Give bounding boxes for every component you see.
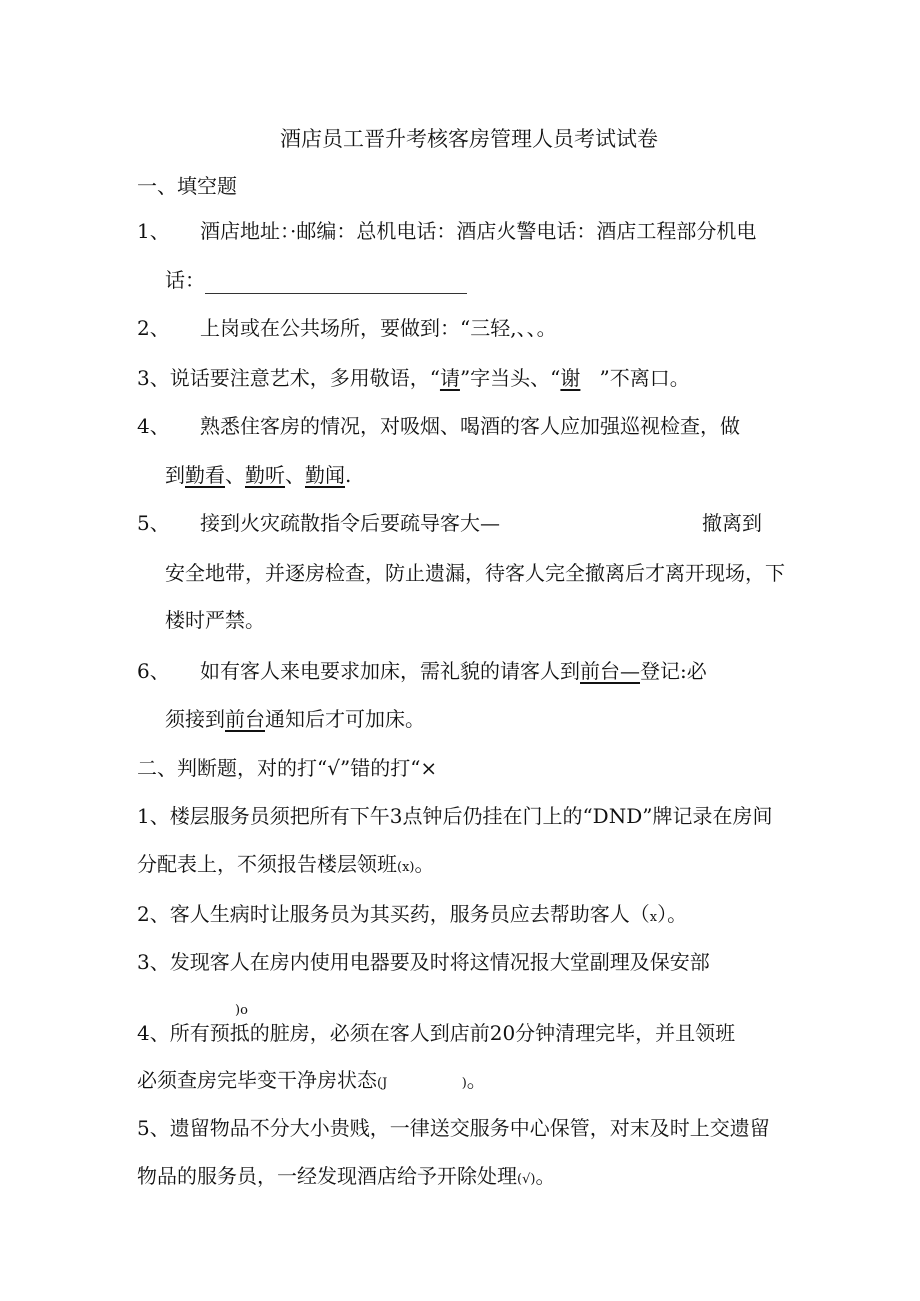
s1-q5-continuation-1: 安全地带，并逐房检查，防止遗漏，待客人完全撤离后才离开现场，下 [165,561,785,585]
s1-q6-continuation [165,705,425,733]
s1-q5-continuation-2: 楼时严禁。 [165,608,265,632]
s2-q3-tail: )o [235,1003,248,1018]
s1-q2-number: 2、 [137,316,170,340]
s1-q6-number: 6、 [137,659,170,683]
section2-heading: 二、判断题，对的打“√”错的打“× [137,756,438,780]
s1-q1-number: 1、 [137,219,170,243]
s2-q4-text: 必须查房完毕变干净房状态 [137,1068,377,1092]
s2-q5-line1: 5、遗留物品不分大小贵贱，一律送交服务中心保管，对末及时上交遗留 [137,1116,770,1140]
s1-q1-text: 酒店地址：·邮编：总机电话：酒店火警电话：酒店工程部分机电 [200,219,757,243]
s1-q4-answer-1: 勤看 [185,463,225,487]
s1-q6-cont-a: 须接到 [165,707,225,731]
s1-q4-sep-2: 、 [285,463,305,487]
s1-q1-cont-text: 话： [165,268,205,292]
s1-q3-text-b: ”字当头、“ [459,366,561,390]
s1-q6-answer-2: 前台 [225,707,265,731]
s2-q2-line [137,900,687,932]
s2-q1-mark: (x) [397,860,415,875]
page-title: 酒店员工晋升考核客房管理人员考试试卷 [280,127,658,151]
s1-q4-sep-1: 、 [225,463,245,487]
s1-q6-line [200,657,707,685]
s2-q2-text: 2、客人生病时让服务员为其买药，服务员应去帮助客人（ [137,902,650,926]
s1-q4-cont-a: 到 [165,463,185,487]
s2-q4-line1: 4、所有预抵的脏房，必须在客人到店前20分钟清理完毕，并且领班 [137,1021,736,1045]
s2-q5-text: 物品的服务员，一经发现酒店给予开除处理 [137,1164,517,1188]
s1-q5-number: 5、 [137,511,170,535]
s1-q4-answer-3: 勤闻 [305,463,345,487]
s1-q1-continuation [165,266,467,294]
s1-q6-answer-1: 前台— [580,659,640,683]
s2-q1-end: 。 [414,852,435,876]
s2-q5-line2 [137,1162,555,1194]
s2-q1-line2 [137,850,434,882]
s1-q6-cont-b: 通知后才可加床。 [265,707,425,731]
s1-q3-text-a: 3、说话要注意艺术，多用敬语，“ [137,366,440,390]
s1-q3-answer-2: 谢 [560,366,581,390]
s1-q4-continuation [165,461,351,489]
section1-heading: 一、填空题 [137,174,237,198]
s2-q2-mark: x [649,910,658,925]
s2-q4-mark: (J [377,1076,388,1091]
s1-q4-answer-2: 勤听 [245,463,285,487]
s1-q2-text: 上岗或在公共场所，要做到：“三轻,、、。 [200,316,557,340]
s1-q6-text-b: 登记:必 [640,659,707,683]
answer-blank [205,275,467,294]
s2-q1-line1: 1、楼层服务员须把所有下午3点钟后仍挂在门上的“DND”牌记录在房间 [137,804,773,828]
s2-q5-mark: (√) [517,1172,536,1187]
s2-q3-line1: 3、发现客人在房内使用电器要及时将这情况报大堂副理及保安部 [137,950,710,974]
s1-q4-end: . [345,463,352,487]
s1-q5-text-a: 接到火灾疏散指令后要疏导客大— [200,511,500,535]
s2-q5-end: 。 [535,1164,556,1188]
s2-q4-line2 [137,1066,487,1098]
s2-q4-end-mark: ) [461,1076,467,1091]
s1-q3-line [137,364,690,392]
s1-q4-text: 熟悉住客房的情况，对吸烟、喝酒的客人应加强巡视检查，做 [200,414,740,438]
s2-q4-end: 。 [466,1068,487,1092]
s1-q4-number: 4、 [137,414,170,438]
s2-q1-text: 分配表上，不须报告楼层领班 [137,852,397,876]
s2-q4-gap [387,1076,461,1091]
s1-q3-text-c: ”不离口。 [580,366,690,390]
s2-q2-end: ）。 [657,902,688,926]
s1-q3-answer-1: 请 [439,366,460,390]
s1-q5-text-b: 撤离到 [702,511,762,535]
s1-q6-text-a: 如有客人来电要求加床，需礼貌的请客人到 [200,659,580,683]
